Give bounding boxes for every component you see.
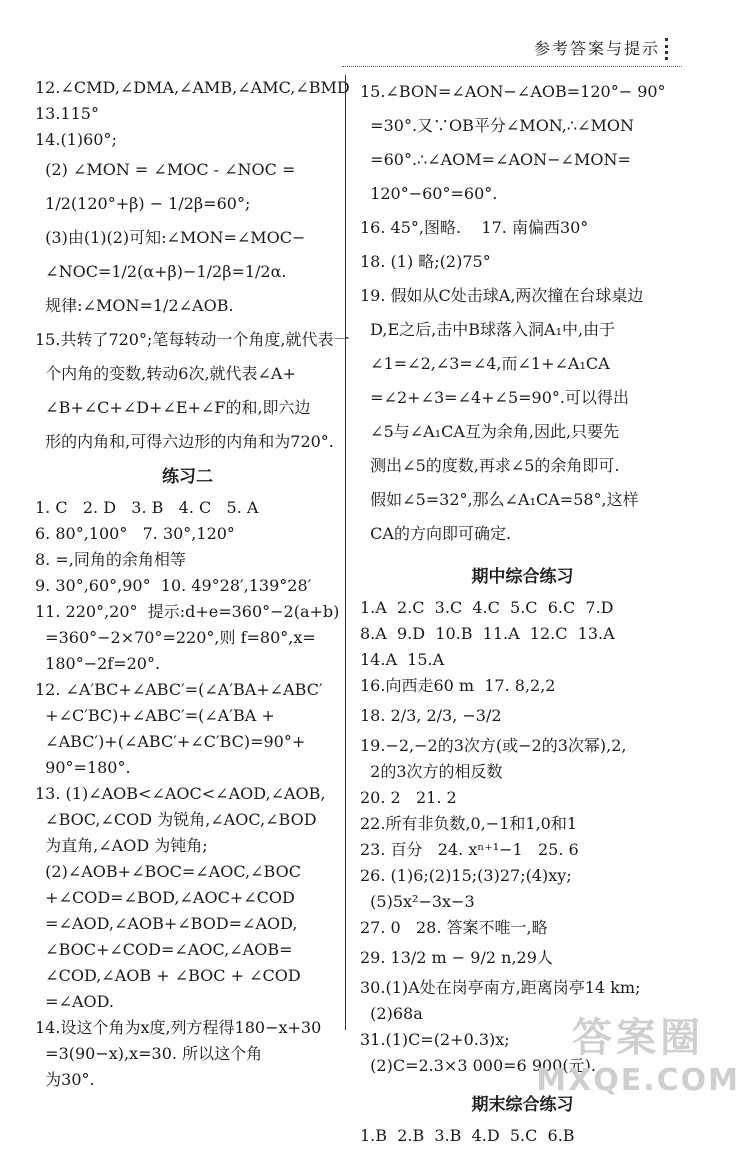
answer-line: ∠B+∠C+∠D+∠E+∠F的和,即六边 [35,398,311,417]
answer-line: 29. 13/2 m − 9/2 n,29人 [360,948,553,967]
section-title-midterm: 期中综合练习 [471,567,574,587]
answer-line: 14.(1)60°; [35,130,117,149]
answer-line: 14.A 15.A [360,650,445,669]
answer-line: 26. (1)6;(2)15;(3)27;(4)xy; [360,866,572,885]
answer-line: 12.∠CMD,∠DMA,∠AMB,∠AMC,∠BMD [35,78,350,97]
answer-line: 180°−2f=20°. [35,654,161,673]
header-decoration [665,38,682,60]
answer-line: 假如∠5=32°,那么∠A₁CA=58°,这样 [360,490,639,509]
answer-line: =30°.又∵OB平分∠MON,∴∠MON [360,116,634,135]
answer-line: =60°.∴∠AOM=∠AON−∠MON= [360,150,631,169]
section-title-lianxi2: 练习二 [162,467,213,487]
answer-line: ∠1=∠2,∠3=∠4,而∠1+∠A₁CA [360,354,610,373]
answer-line: 19.−2,−2的3次方(或−2的3次幂),2, [360,736,627,755]
answer-line: +∠COD=∠BOD,∠AOC+∠COD [35,888,295,907]
answer-line: (2)68a [360,1004,423,1023]
answer-line: ∠NOC=1/2(α+β)−1/2β=1/2α. [35,262,287,281]
answer-line: ∠5与∠A₁CA互为余角,因此,只要先 [360,422,620,441]
answer-line: +∠C′BC)+∠ABC′=(∠A′BA + [35,706,275,725]
answer-line: 18. 2/3, 2/3, −3/2 [360,706,502,725]
right-column [360,75,685,1149]
answer-line: =360°−2×70°=220°,则 f=80°,x= [35,628,316,647]
answer-line: 22.所有非负数,0,−1和1,0和1 [360,814,578,833]
watermark-top-text: 答案圈 [572,1015,705,1061]
answer-line: 1.B 2.B 3.B 4.D 5.C 6.B [360,1126,575,1145]
answer-line: 16.向西走60 m 17. 8,2,2 [360,676,556,695]
answer-line: 12. ∠A′BC+∠ABC′=(∠A′BA+∠ABC′ [35,680,323,699]
site-watermark [536,1006,740,1098]
answer-line: 31.(1)C=(2+0.3)x; [360,1030,510,1049]
answer-line: 15.∠BON=∠AON−∠AOB=120°− 90° [360,82,666,101]
left-column [35,75,350,1093]
answer-line: 测出∠5的度数,再求∠5的余角即可. [360,456,620,475]
answer-line: 16. 45°,图略. 17. 南偏西30° [360,218,589,237]
answer-line: 2的3次方的相反数 [360,762,503,781]
answer-line: 13. (1)∠AOB<∠AOC<∠AOD,∠AOB, [35,784,326,803]
answer-line: 为30°. [35,1070,95,1089]
answer-line: 6. 80°,100° 7. 30°,120° [35,524,235,543]
answer-line: 23. 百分 24. xⁿ⁺¹−1 25. 6 [360,840,579,859]
column-divider [345,75,346,1030]
answer-line: 形的内角和,可得六边形的内角和为720°. [35,432,334,451]
answer-line: =∠AOD. [35,992,114,1011]
answer-line: (2) ∠MON = ∠MOC - ∠NOC = [35,160,296,179]
answer-line: (2)∠AOB+∠BOC=∠AOC,∠BOC [35,862,301,881]
watermark-bottom-text: MXQE.COM [536,1063,740,1098]
answer-line: 14.设这个角为x度,列方程得180−x+30 [35,1018,322,1037]
answer-line: ∠ABC′)+(∠ABC′+∠C′BC)=90°+ [35,732,306,751]
answer-line: (2)C=2.3×3 000=6 900(元). [360,1056,596,1075]
answer-line: 19. 假如从C处击球A,两次撞在台球桌边 [360,286,644,305]
answer-line: 27. 0 28. 答案不唯一,略 [360,918,548,937]
section-title-final: 期末综合练习 [471,1095,574,1115]
answer-line: 1/2(120°+β) − 1/2β=60°; [35,194,251,213]
answer-line: =∠2+∠3=∠4+∠5=90°.可以得出 [360,388,629,407]
answer-line: 120°−60°=60°. [360,184,498,203]
answer-line: ∠BOC+∠COD=∠AOC,∠AOB= [35,940,293,959]
answer-line: 11. 220°,20° 提示:d+e=360°−2(a+b) [35,602,340,621]
answer-line: 为直角,∠AOD 为钝角; [35,836,208,855]
header-rule [342,66,682,67]
answer-line: 1. C 2. D 3. B 4. C 5. A [35,498,259,517]
answer-line: 20. 2 21. 2 [360,788,457,807]
answer-line: =∠AOD,∠AOB+∠BOD=∠AOD, [35,914,298,933]
answer-line: ∠COD,∠AOB + ∠BOC + ∠COD [35,966,301,985]
page-header-title: 参考答案与提示 [533,39,660,58]
answer-line: =3(90−x),x=30. 所以这个角 [35,1044,263,1063]
answer-line: 13.115° [35,104,99,123]
answer-line: 8. =,同角的余角相等 [35,550,186,569]
answer-line: 1.A 2.C 3.C 4.C 5.C 6.C 7.D [360,598,614,617]
answer-line: 9. 30°,60°,90° 10. 49°28′,139°28′ [35,576,312,595]
answer-line: 8.A 9.D 10.B 11.A 12.C 13.A [360,624,615,643]
answer-line: (3)由(1)(2)可知:∠MON=∠MOC− [35,228,306,247]
answer-line: (5)5x²−3x−3 [360,892,475,911]
answer-line: D,E之后,击中B球落入洞A₁中,由于 [360,320,616,339]
answer-line: 15.共转了720°;笔每转动一个角度,就代表一 [35,330,350,349]
answer-line: 18. (1) 略;(2)75° [360,252,491,271]
answer-line: 90°=180°. [35,758,131,777]
answer-line: 规律:∠MON=1/2∠AOB. [35,296,234,315]
answer-line: ∠BOC,∠COD 为锐角,∠AOC,∠BOD [35,810,317,829]
answer-line: 30.(1)A处在岗亭南方,距离岗亭14 km; [360,978,641,997]
answer-line: 个内角的变数,转动6次,就代表∠A+ [35,364,296,383]
answer-line: CA的方向即可确定. [360,524,512,543]
